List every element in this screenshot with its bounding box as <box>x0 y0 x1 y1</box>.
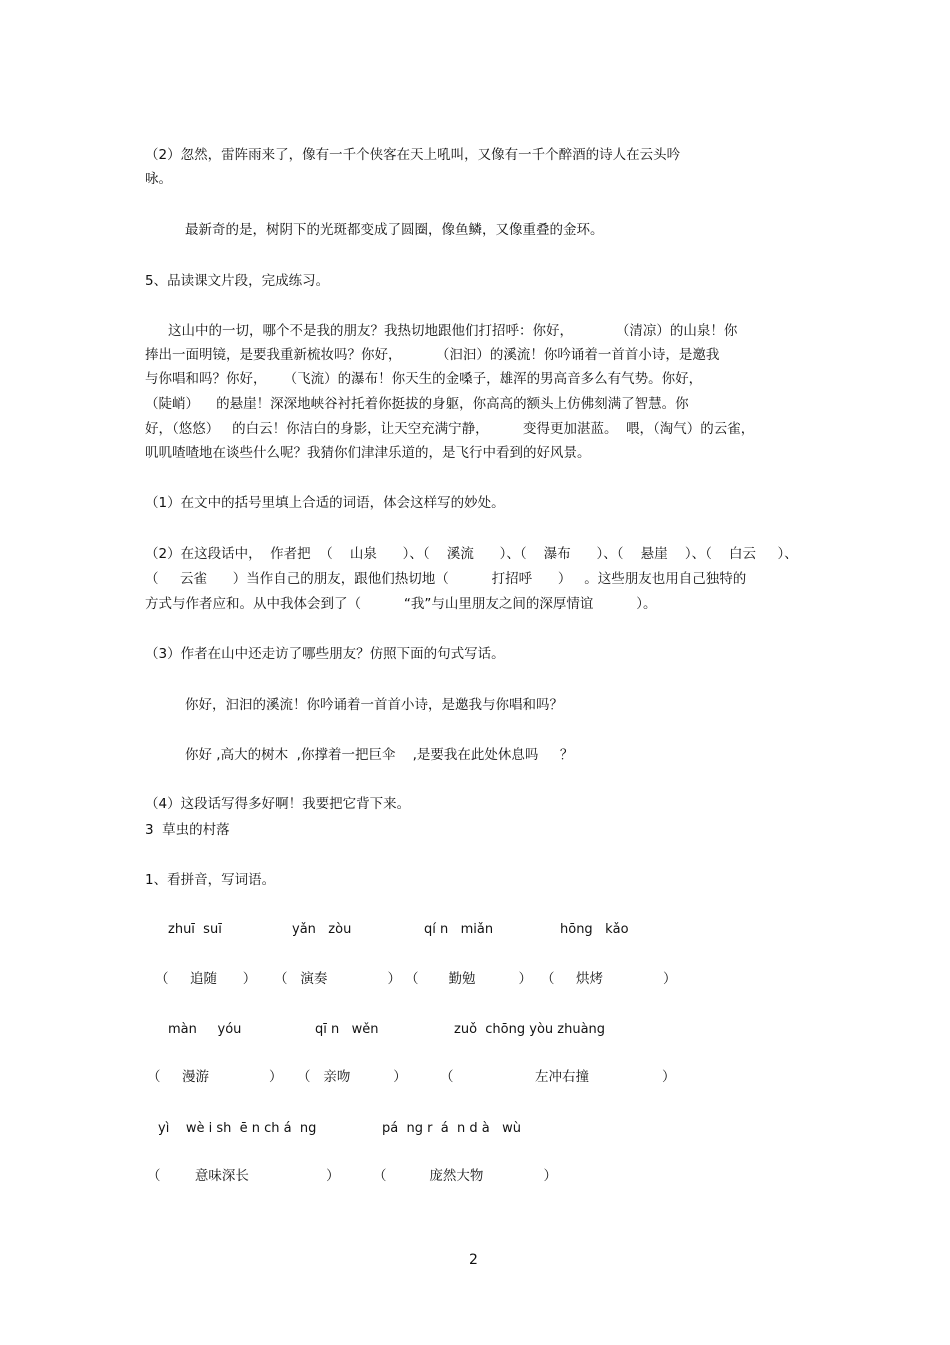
answer-cell: （ 烘烤 ） <box>541 971 677 987</box>
answer-cell: （ 左冲右撞 ） <box>440 1069 676 1085</box>
q5-3-example-1: 你好，汩汩的溪流！你吟诵着一首首小诗，是邀我与你唱和吗？ <box>185 697 563 713</box>
pinyin-cell: qí n miǎn <box>424 922 494 937</box>
pinyin-cell: màn yóu <box>168 1022 242 1037</box>
q5-2-line-3: 方式与作者应和。从中我体会到了（ “我”与山里朋友之间的深厚情谊 ）。 <box>145 596 657 612</box>
pinyin-cell: hōng kǎo <box>560 922 629 937</box>
passage-line-5: 好，（悠悠） 的白云！你洁白的身影，让天空充满宁静， 变得更加湛蓝。 喂，（淘气）的云雀， <box>145 421 755 437</box>
q5-1: （1）在文中的括号里填上合适的词语，体会这样写的妙处。 <box>145 495 505 511</box>
q5-4: （4）这段话写得多好啊！我要把它背下来。 <box>145 796 411 812</box>
q5-2-line-1: （2）在这段话中， 作者把 （ 山泉 ）、（ 溪流 ）、（ 瀑布 ）、（ 悬崖 ）、（ 白云 ）、 <box>145 546 798 562</box>
lesson-title: 3 草虫的村落 <box>145 822 230 838</box>
answer-cell: （ 演奏 ） <box>274 971 401 987</box>
page-number: 2 <box>469 1252 478 1268</box>
pinyin-cell: yì wè i sh ē n ch á ng <box>158 1121 317 1136</box>
answer-cell: （ 追随 ） <box>155 971 257 987</box>
answer-cell: （ 意味深长 ） <box>147 1168 340 1184</box>
q1-title: 1、看拼音，写词语。 <box>145 872 276 888</box>
q2-line-1: （2）忽然，雷阵雨来了，像有一千个侠客在天上吼叫，又像有一千个醉酒的诗人在云头吟 <box>145 147 681 163</box>
passage-line-2: 捧出一面明镜，是要我重新梳妆吗？你好， （汩汩）的溪流！你吟诵着一首首小诗，是邀我 <box>145 347 720 363</box>
q5-3: （3）作者在山中还走访了哪些朋友？仿照下面的句式写话。 <box>145 646 505 662</box>
passage-line-3: 与你唱和吗？你好， （飞流）的瀑布！你天生的金嗓子，雄浑的男高音多么有气势。你好， <box>145 371 703 387</box>
pinyin-cell: yǎn zòu <box>292 922 352 937</box>
q5-title: 5、品读课文片段，完成练习。 <box>145 273 330 289</box>
q2-example: 最新奇的是，树阴下的光斑都变成了圆圈，像鱼鳞，又像重叠的金环。 <box>185 222 604 238</box>
q5-2-line-2: （ 云雀 ）当作自己的朋友，跟他们热切地（ 打招呼 ） 。这些朋友也用自己独特的 <box>145 571 747 587</box>
pinyin-cell: zhuī suī <box>168 922 222 937</box>
answer-cell: （ 漫游 ） <box>147 1069 283 1085</box>
q2-line-2: 咏。 <box>145 171 172 187</box>
passage-line-4: （陡峭） 的悬崖！深深地峡谷衬托着你挺拔的身躯，你高高的额头上仿佛刻满了智慧。你 <box>145 396 689 412</box>
q5-3-example-2: 你好 ,高大的树木 ,你撑着一把巨伞 ,是要我在此处休息吗 ？ <box>185 747 574 763</box>
passage-line-1: 这山中的一切，哪个不是我的朋友？我热切地跟他们打招呼：你好， （清凉）的山泉！你 <box>168 323 738 339</box>
answer-cell: （ 亲吻 ） <box>297 1069 407 1085</box>
passage-line-6: 叽叽喳喳地在谈些什么呢？我猜你们津津乐道的，是飞行中看到的好风景。 <box>145 445 591 461</box>
pinyin-cell: zuǒ chōng yòu zhuàng <box>454 1022 606 1037</box>
pinyin-cell: pá ng r á n d à wù <box>382 1121 521 1136</box>
answer-cell: （ 勤勉 ） <box>405 971 532 987</box>
answer-cell: （ 庞然大物 ） <box>373 1168 557 1184</box>
pinyin-cell: qī n wěn <box>315 1022 379 1037</box>
